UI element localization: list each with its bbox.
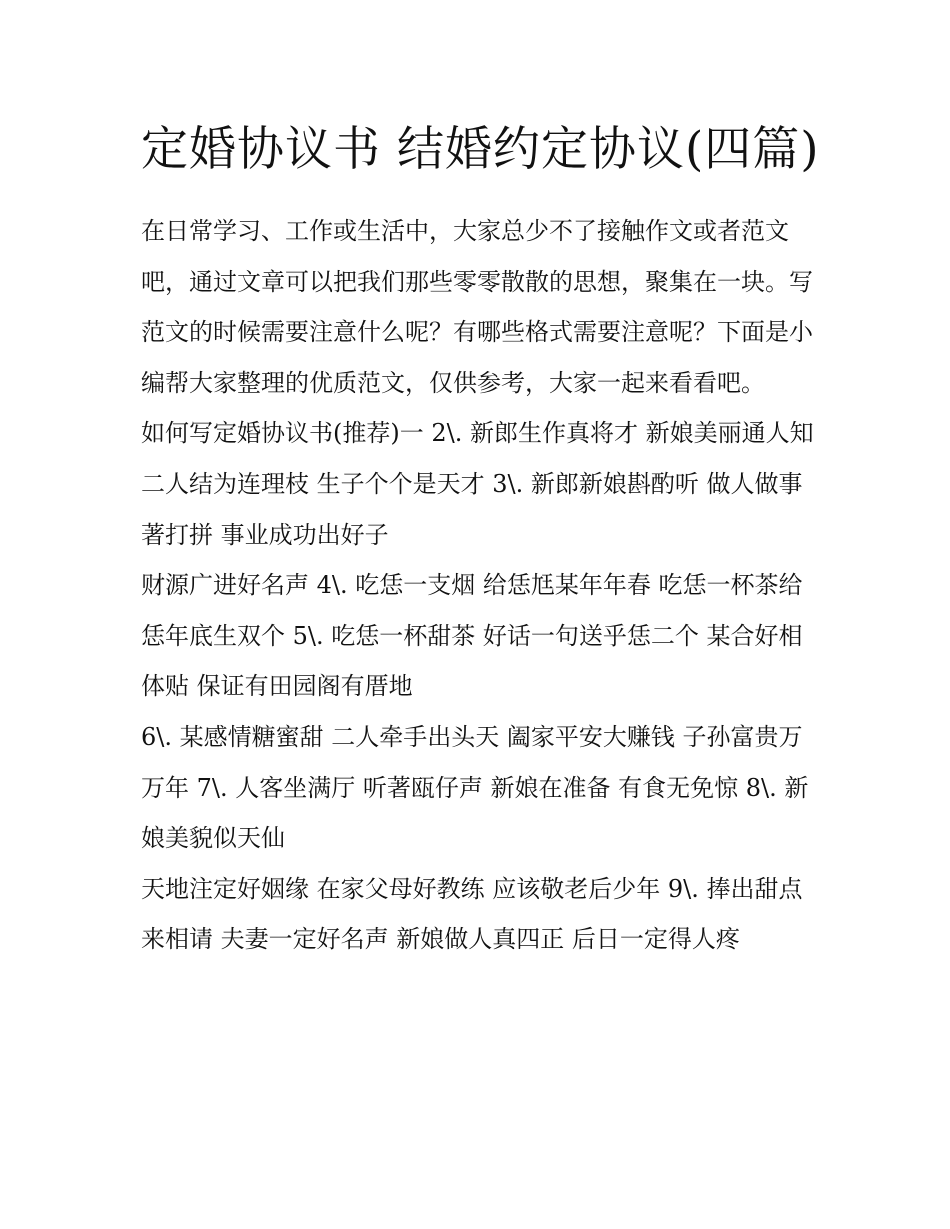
document-body xyxy=(141,206,821,965)
body-paragraph: 如何写定婚协议书(推荐)一 2\. 新郎生作真将才 新娘美丽通人知 二人结为连理枝 生子个个是天才 3\. 新郎新娘斟酌听 做人做事著打拼 事业成功出好子 xyxy=(141,419,814,549)
body-paragraph: 财源广进好名声 4\. 吃恁一支烟 给恁尪某年年春 吃恁一杯茶给恁年底生双个 5\. 吃恁一杯甜茶 好话一句送乎恁二个 某合好相体贴 保证有田园阁有厝地 xyxy=(141,571,803,701)
body-paragraph: 天地注定好姻缘 在家父母好教练 应该敬老后少年 9\. 捧出甜点来相请 夫妻一定好名声 新娘做人真四正 后日一定得人疼 xyxy=(141,874,803,954)
document-title: 定婚协议书 结婚约定协议(四篇) xyxy=(141,122,820,177)
intro-paragraph: 在日常学习、工作或生活中，大家总少不了接触作文或者范文吧，通过文章可以把我们那些零零散散的思想，聚集在一块。写范文的时候需要注意什么呢？有哪些格式需要注意呢？下面是小编帮大家整理的优质范文，仅供参考，大家一起来看看吧。 xyxy=(141,217,813,397)
body-paragraph: 6\. 某感情糖蜜甜 二人牵手出头天 阖家平安大赚钱 子孙富贵万万年 7\. 人客坐满厅 听著瓯仔声 新娘在准备 有食无免惊 8\. 新娘美貌似天仙 xyxy=(141,722,809,853)
document-content xyxy=(141,112,821,965)
